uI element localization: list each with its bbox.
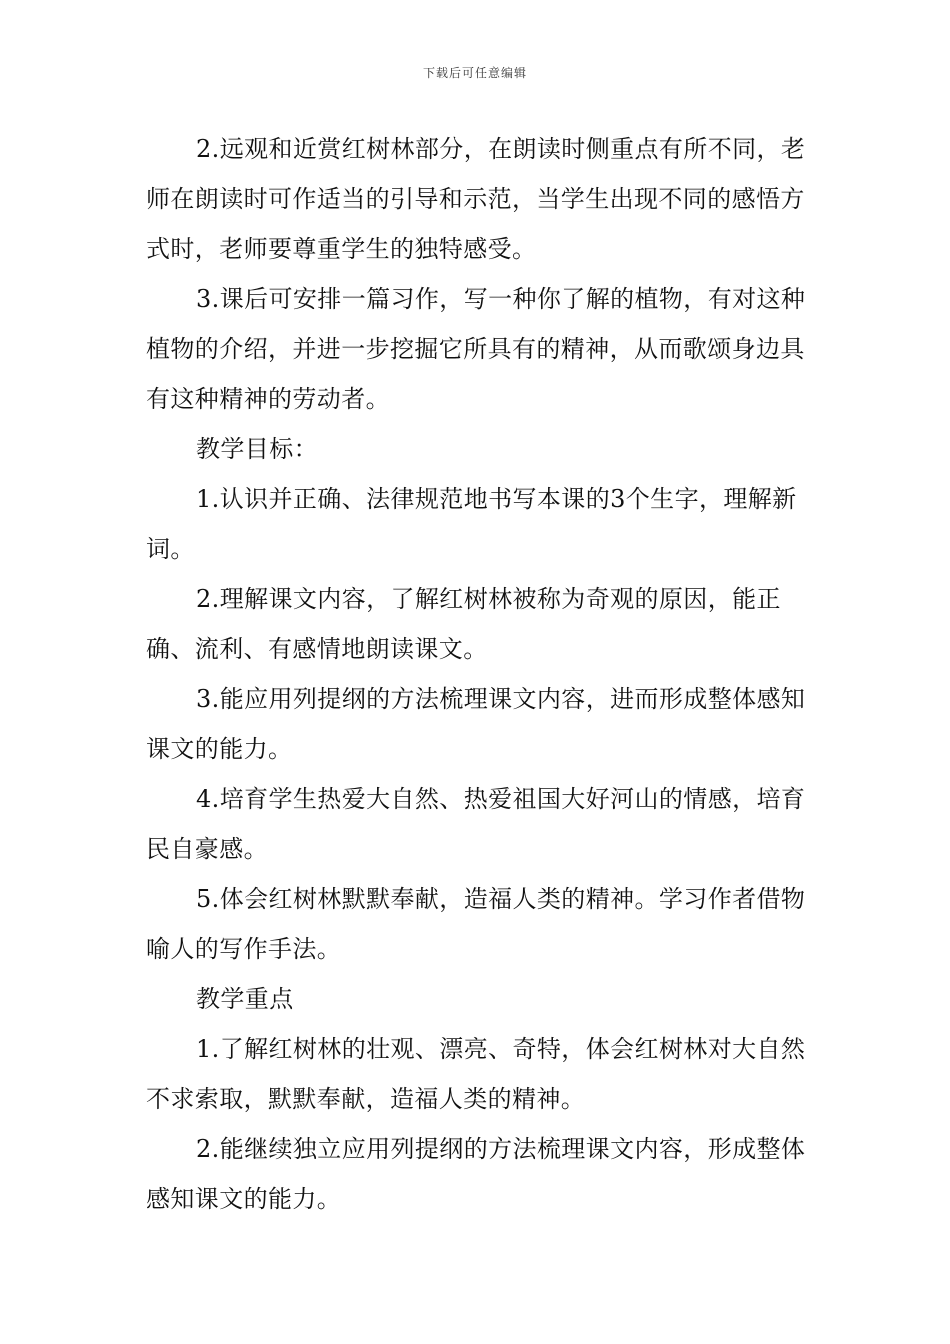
document-body	[146, 124, 810, 1224]
goal-item-5: 5.体会红树林默默奉献，造福人类的精神。学习作者借物喻人的写作手法。	[146, 885, 806, 963]
focus-item-2: 2.能继续独立应用列提纲的方法梳理课文内容，形成整体感知课文的能力。	[146, 1135, 806, 1213]
goal-item-3: 3.能应用列提纲的方法梳理课文内容，进而形成整体感知课文的能力。	[146, 685, 806, 763]
section-heading-teaching-focus: 教学重点	[196, 985, 294, 1013]
paragraph-reading-guidance: 2.远观和近赏红树林部分，在朗读时侧重点有所不同，老师在朗读时可作适当的引导和示范，当学生出现不同的感悟方式时，老师要尊重学生的独特感受。	[146, 135, 806, 263]
goal-item-1: 1.认识并正确、法律规范地书写本课的3个生字，理解新词。	[146, 485, 797, 563]
section-heading-teaching-goals: 教学目标：	[196, 435, 318, 463]
goal-item-2: 2.理解课文内容，了解红树林被称为奇观的原因，能正确、流利、有感情地朗读课文。	[146, 585, 781, 663]
header-note: 下载后可任意编辑	[422, 66, 527, 80]
goal-item-4: 4.培育学生热爱大自然、热爱祖国大好河山的情感，培育民自豪感。	[146, 785, 806, 863]
focus-item-1: 1.了解红树林的壮观、漂亮、奇特，体会红树林对大自然不求索取，默默奉献，造福人类的精神。	[146, 1035, 806, 1113]
paragraph-after-class-writing: 3.课后可安排一篇习作，写一种你了解的植物，有对这种植物的介绍，并进一步挖掘它所具有的精神，从而歌颂身边具有这种精神的劳动者。	[146, 285, 806, 413]
